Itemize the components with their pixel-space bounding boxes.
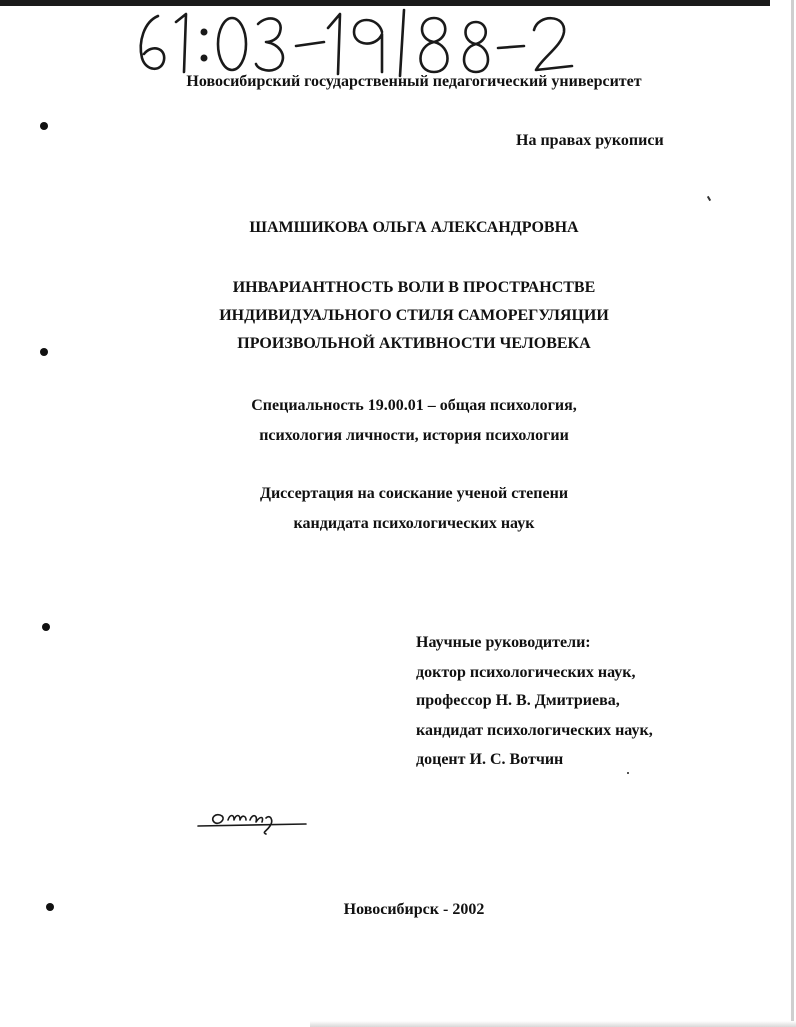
specialty-line-1: Специальность 19.00.01 – общая психология, [251,397,577,414]
punch-hole-mark [40,348,48,356]
punch-hole-mark [42,623,50,631]
scan-speck [627,772,629,774]
supervisor-2-name: доцент И. С. Вотчин [416,751,564,768]
scan-bottom-shadow [310,1021,796,1027]
author-name: ШАМШИКОВА ОЛЬГА АЛЕКСАНДРОВНА [249,219,579,236]
dissertation-title-line-1: ИНВАРИАНТНОСТЬ ВОЛИ В ПРОСТРАНСТВЕ [232,279,596,296]
specialty-line-2: психология личности, история психологии [259,427,569,444]
degree-line-1: Диссертация на соискание ученой степени [259,485,569,502]
handwritten-signature [196,804,308,836]
dissertation-title-line-3: ПРОИЗВОЛЬНОЙ АКТИВНОСТИ ЧЕЛОВЕКА [237,335,591,352]
city-and-year: Новосибирск - 2002 [343,901,485,918]
degree-line-2: кандидата психологических наук [293,515,535,532]
supervisor-2-degree: кандидат психологических наук, [416,722,653,739]
scan-speck [707,196,711,201]
supervisor-1-name: профессор Н. В. Дмитриева, [416,692,620,709]
handwritten-catalog-number [132,2,592,80]
punch-hole-mark [40,122,48,130]
supervisors-heading: Научные руководители: [416,634,591,651]
manuscript-rights-note: На правах рукописи [516,132,664,149]
supervisor-1-degree: доктор психологических наук, [416,664,636,681]
dissertation-title-line-2: ИНДИВИДУАЛЬНОГО СТИЛЯ САМОРЕГУЛЯЦИИ [219,307,609,324]
university-name: Новосибирский государственный педагогический университет [186,73,642,90]
